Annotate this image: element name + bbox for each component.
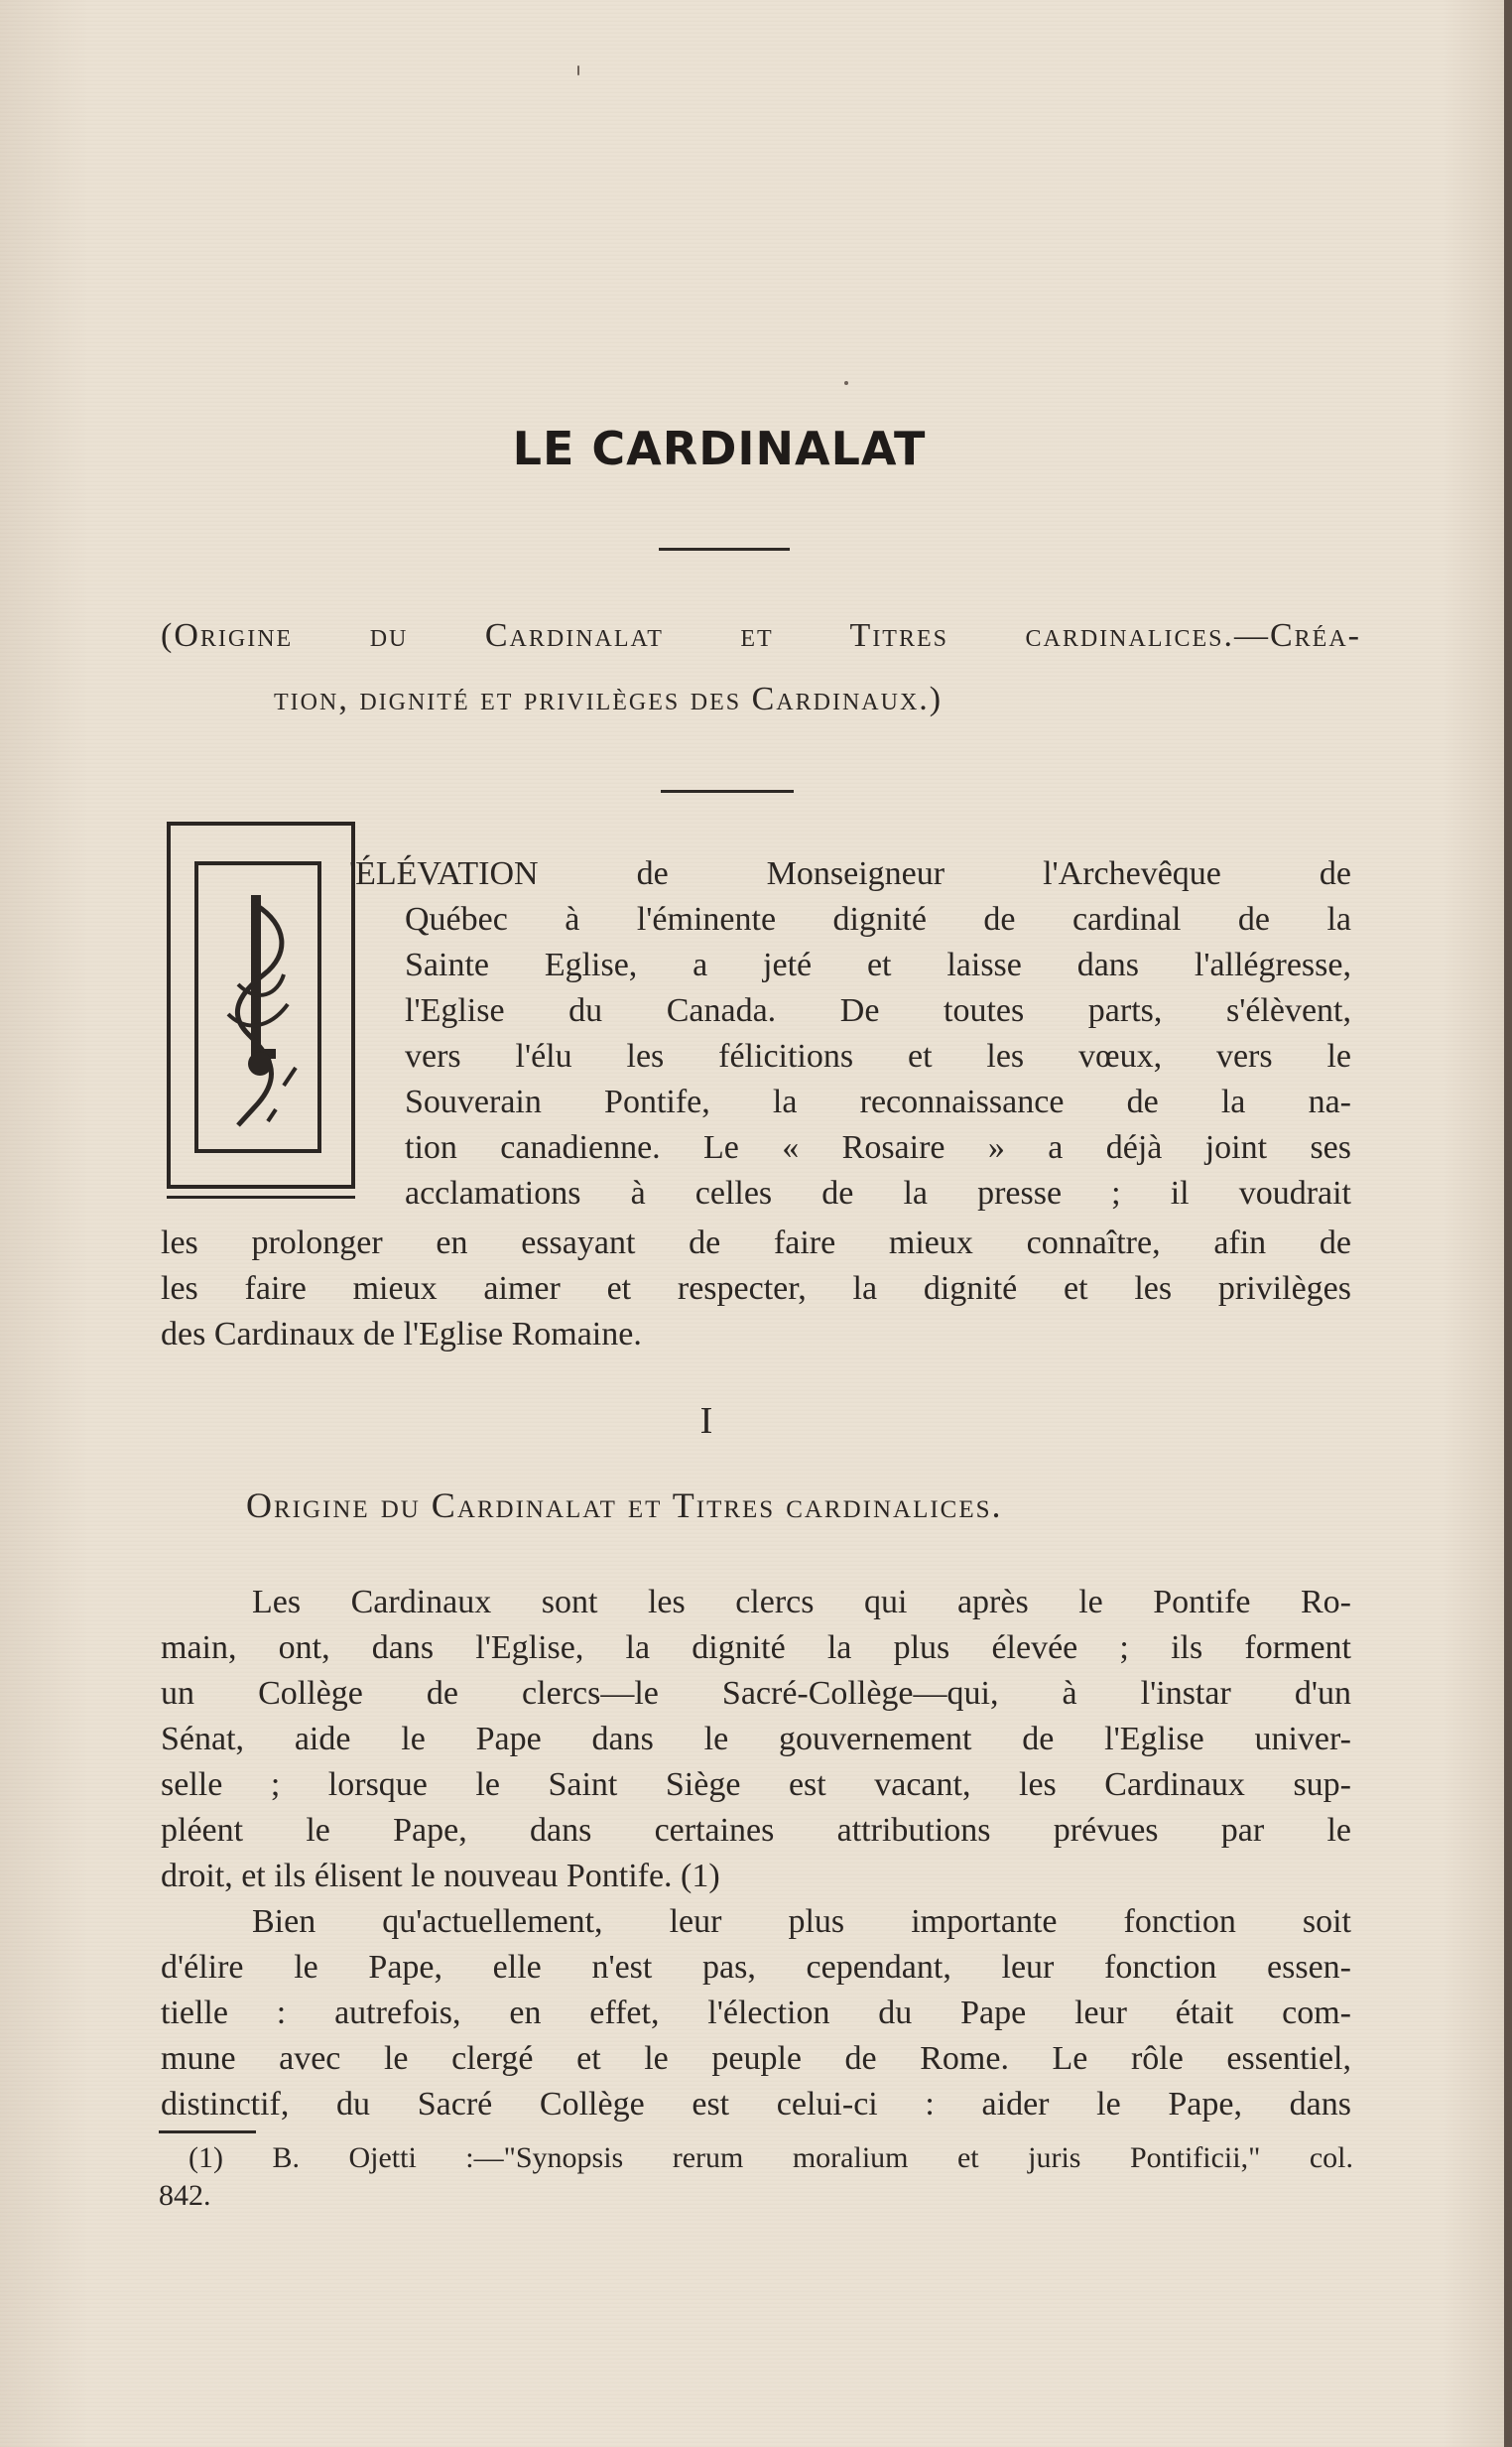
footnote-line: 842. <box>159 2179 211 2212</box>
paragraph-2 <box>161 1899 1351 2127</box>
paragraph-1 <box>161 1580 1351 1899</box>
subtitle-rule <box>661 790 794 793</box>
intro-indented-lines <box>349 851 1351 1217</box>
drop-cap-letter-l-icon <box>198 865 317 1149</box>
paper-speck <box>844 381 848 385</box>
text-line: vers l'élu les félicitions et les vœux, vers le <box>405 1038 1351 1075</box>
text-line: l'Eglise du Canada. De toutes parts, s'élèvent, <box>405 992 1351 1029</box>
subtitle-line-1: (Origine du Cardinalat et Titres cardinalices.—Créa- <box>161 617 1361 654</box>
text-line: droit, et ils élisent le nouveau Pontife. (1) <box>161 1858 720 1894</box>
text-line: Bien qu'actuellement, leur plus importante fonction soit <box>252 1903 1351 1940</box>
text-line: Sainte Eglise, a jeté et laisse dans l'allégresse, <box>405 947 1351 983</box>
section-number: I <box>699 1400 713 1442</box>
text-line: Les Cardinaux sont les clercs qui après le Pontife Ro- <box>252 1584 1351 1620</box>
text-line: distinctif, du Sacré Collège est celui-ci : aider le Pape, dans <box>161 2086 1351 2123</box>
text-line: mune avec le clergé et le peuple de Rome. Le rôle essentiel, <box>161 2040 1351 2077</box>
text-line: selle ; lorsque le Saint Siège est vacant, les Cardinaux sup- <box>161 1766 1351 1803</box>
drop-cap-ornament <box>167 822 355 1189</box>
drop-cap-frame <box>194 861 321 1153</box>
footnote-line: (1) B. Ojetti :—"Synopsis rerum moralium et juris Pontificii," col. <box>189 2141 1353 2174</box>
title-rule <box>659 548 790 551</box>
text-line: main, ont, dans l'Eglise, la dignité la plus élevée ; ils forment <box>161 1629 1351 1666</box>
footnote <box>159 2139 1353 2215</box>
drop-cap-underline <box>167 1196 355 1199</box>
subtitle-line-2: tion, dignité et privilèges des Cardinaux.) <box>274 681 944 717</box>
text-line: pléent le Pape, dans certaines attributions prévues par le <box>161 1812 1351 1849</box>
text-line: Sénat, aide le Pape dans le gouvernement de l'Eglise univer- <box>161 1721 1351 1757</box>
footnote-rule <box>159 2130 256 2133</box>
paper-speck <box>577 65 579 75</box>
text-line: les faire mieux aimer et respecter, la dignité et les privilèges <box>161 1270 1351 1307</box>
page-title: LE CARDINALAT <box>512 422 927 475</box>
text-line: acclamations à celles de la presse ; il voudrait <box>405 1175 1351 1212</box>
text-line: Québec à l'éminente dignité de cardinal de la <box>405 901 1351 938</box>
text-line: tion canadienne. Le « Rosaire » a déjà joint ses <box>405 1129 1351 1166</box>
text-line: des Cardinaux de l'Eglise Romaine. <box>161 1316 642 1352</box>
text-line: les prolonger en essayant de faire mieux connaître, afin de <box>161 1224 1351 1261</box>
intro-full-lines <box>161 1221 1351 1357</box>
text-line: 'ÉLÉVATION de Monseigneur l'Archevêque de <box>349 855 1351 892</box>
section-title: Origine du Cardinalat et Titres cardinalices. <box>246 1485 1003 1525</box>
text-line: d'élire le Pape, elle n'est pas, cependant, leur fonction essen- <box>161 1949 1351 1986</box>
text-line: Souverain Pontife, la reconnaissance de la na- <box>405 1084 1351 1120</box>
text-line: tielle : autrefois, en effet, l'élection du Pape leur était com- <box>161 1995 1351 2031</box>
text-line: un Collège de clercs—le Sacré-Collège—qui, à l'instar d'un <box>161 1675 1351 1712</box>
page-edge-shadow <box>1504 0 1512 2447</box>
